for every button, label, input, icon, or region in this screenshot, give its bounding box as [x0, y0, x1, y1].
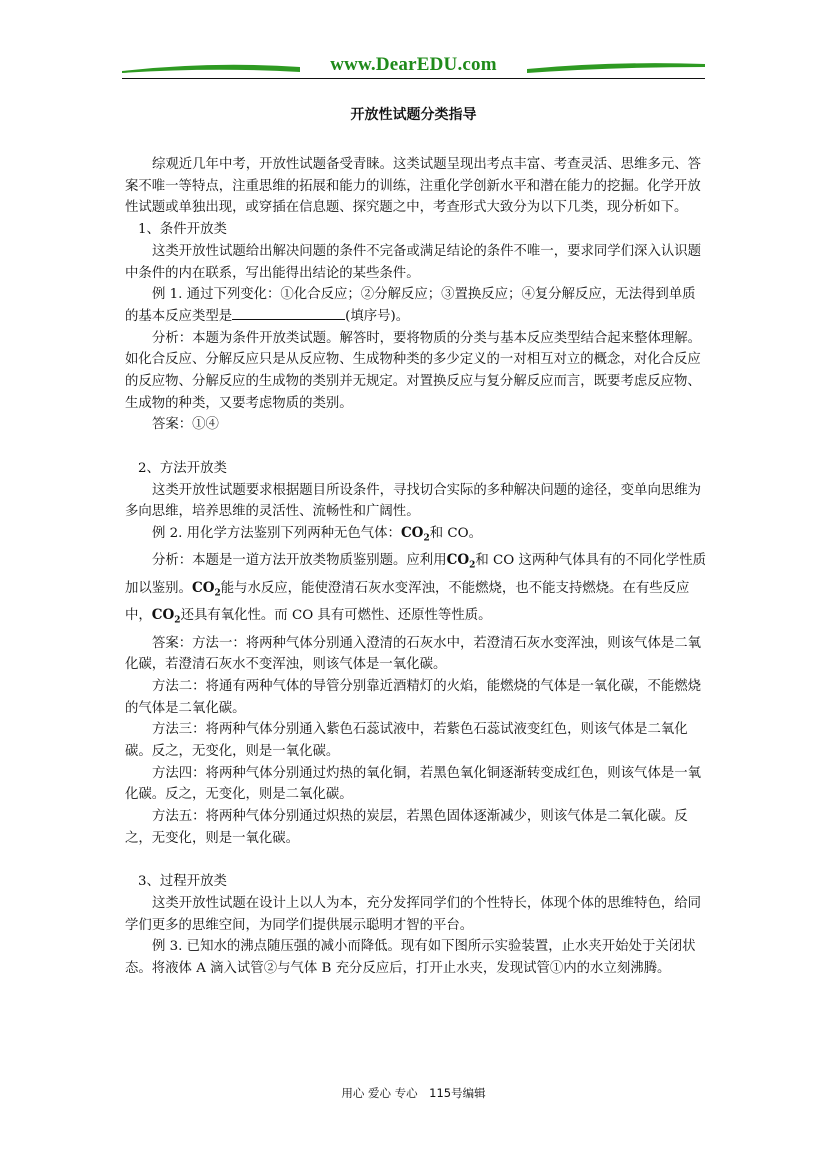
site-header — [122, 52, 705, 84]
page-footer: 用心 爱心 专心 115号编辑 — [341, 1086, 486, 1100]
co2-formula: $CO_2$ — [446, 552, 476, 572]
method-paragraph: 方法五：将两种气体分别通过炽热的炭层，若黑色固体逐渐减少，则该气体是二氧化碳。反之，无变化，则是一氧化碳。 — [125, 809, 688, 846]
analysis-paragraph: 分析：本题为条件开放类试题。解答时，要将物质的分类与基本反应类型结合起来整体理解。如化合反应、分解反应只是从反应物、生成物种类的多少定义的一对相互对立的概念，对化合反应的反应物、分解反应的生成物的类别并无规定。对置换反应与复分解反应而言，既要考虑反应物、生成物的种类，又要考虑物质的类别。 — [125, 330, 702, 411]
answer-paragraph: 答案：方法一：将两种气体分别通入澄清的石灰水中，若澄清石灰水变浑浊，则该气体是二氧化碳，若澄清石灰水不变浑浊，则该气体是一氧化碳。 — [125, 635, 702, 673]
header-rule — [122, 78, 705, 79]
method-paragraph: 方法四：将两种气体分别通过灼热的氧化铜，若黑色氧化铜逐渐转变成红色，则该气体是一氧化碳。反之，无变化，则是二氧化碳。 — [125, 765, 702, 803]
co2-formula: $CO_2$ — [151, 607, 181, 626]
analysis-paragraph: 分析：本题是一道方法开放类物质鉴别题。应利用$CO_2$和 CO 这两种气体具有的不同化学性质加以鉴别。$CO_2$能与水反应，能使澄清石灰水变浑浊，不能燃烧，也不能支持燃烧。在有些反应中，$CO_2$还具有氧化性。而 CO 具有可燃性、还原性等性质。 — [125, 552, 706, 626]
co2-formula: $CO_2$ — [400, 524, 430, 544]
section-heading: 1、条件开放类 — [138, 222, 227, 238]
paragraph: 这类开放性试题给出解决问题的条件不完备或满足结论的条件不唯一，要求同学们深入认识题中条件的内在联系，写出能得出结论的某些条件。 — [125, 243, 702, 281]
site-name[interactable]: www.DearEDU.com — [330, 54, 497, 75]
page-title: 开放性试题分类指导 — [350, 107, 477, 123]
intro-paragraph: 综观近几年中考，开放性试题备受青睐。这类试题呈现出考点丰富、考查灵活、思维多元、答案不唯一等特点，注重思维的拓展和能力的训练，注重化学创新水平和潜在能力的挖掘。化学开放性试题或单独出现，或穿插在信息题、探究题之中，考查形式大致分为以下几类，现分析如下。 — [125, 157, 702, 216]
document-body — [125, 154, 707, 980]
example-paragraph: 例 1. 通过下列变化：①化合反应；②分解反应；③置换反应；④复分解反应，无法得到单质的基本反应类型是 (填序号)。 — [125, 287, 696, 324]
paragraph: 这类开放性试题要求根据题目所设条件，寻找切合实际的多种解决问题的途径，变单向思维为多向思维，培养思维的灵活性、流畅性和广阔性。 — [125, 482, 702, 520]
answer-paragraph: 答案：①④ — [152, 417, 219, 433]
example-paragraph: 例 3. 已知水的沸点随压强的减小而降低。现有如下图所示实验装置，止水夹开始处于关闭状态。将液体 A 滴入试管②与气体 B 充分反应后，打开止水夹，发现试管①内的水立刻沸腾。 — [125, 939, 696, 977]
answer-blank — [232, 306, 345, 320]
section-heading: 2、方法开放类 — [138, 460, 227, 476]
example-paragraph: 例 2. 用化学方法鉴别下列两种无色气体：$CO_2$和 CO。 — [152, 524, 482, 544]
section-heading: 3、过程开放类 — [138, 874, 227, 890]
method-paragraph: 方法三：将两种气体分别通入紫色石蕊试液中，若紫色石蕊试液变红色，则该气体是二氧化碳。反之，无变化，则是一氧化碳。 — [125, 722, 688, 760]
paragraph: 这类开放性试题在设计上以人为本，充分发挥同学们的个性特长，体现个体的思维特色，给同学们更多的思维空间，为同学们提供展示聪明才智的平台。 — [125, 895, 702, 933]
method-paragraph: 方法二：将通有两种气体的导管分别靠近酒精灯的火焰，能燃烧的气体是一氧化碳，不能燃烧的气体是二氧化碳。 — [125, 678, 702, 716]
co2-formula: $CO_2$ — [191, 579, 221, 599]
